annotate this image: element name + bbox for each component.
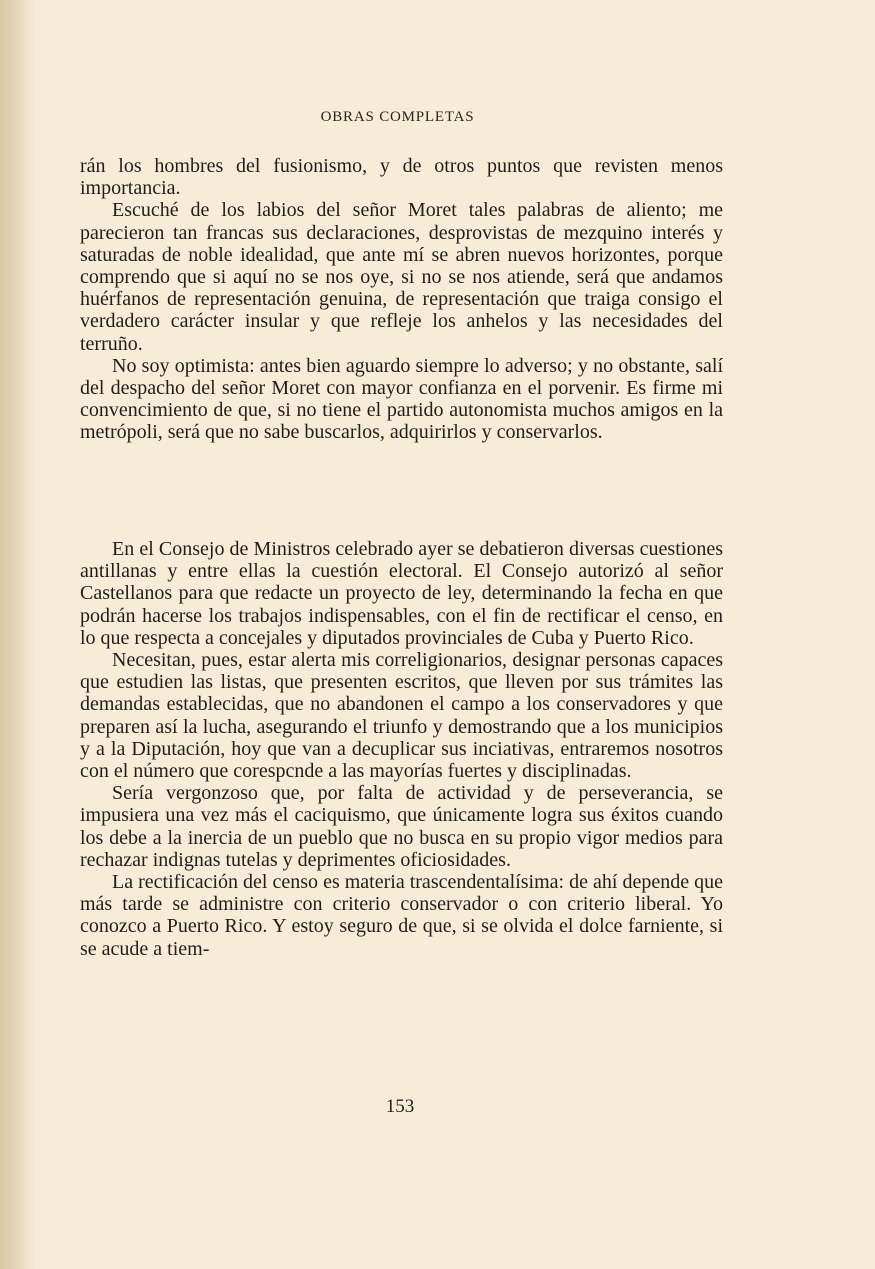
- running-header: OBRAS COMPLETAS: [320, 109, 475, 125]
- text-section-2: [80, 538, 723, 960]
- paragraph: En el Consejo de Ministros celebrado ayer se debatieron diversas cuestiones antillanas y entre ellas la cuestión electoral. El Consejo autorizó al señor Castellanos para que redacte un proyecto de ley, determinando la fecha en que podrán hacerse los trabajos indispensables, con el fin de rectificar el censo, en lo que respecta a concejales y diputados provinciales de Cuba y Puerto Rico.: [80, 538, 723, 649]
- paragraph: Escuché de los labios del señor Moret tales palabras de aliento; me parecieron tan francas sus declaraciones, desprovistas de mezquino interés y saturadas de noble idealidad, que ante mí se abren nuevos horizontes, porque comprendo que si aquí no se nos oye, si no se nos atiende, será que andamos huérfanos de representación genuina, de representación que traiga consigo el verdadero carácter insular y que refleje los anhelos y las necesidades del terruño.: [80, 199, 723, 355]
- paragraph: Sería vergonzoso que, por falta de actividad y de perseverancia, se impusiera una vez más el caciquismo, que únicamente logra sus éxitos cuando los debe a la inercia de un pueblo que no busca en su propio vigor medios para rechazar indignas tutelas y deprimentes oficiosidades.: [80, 782, 723, 871]
- page-number: 153: [385, 1096, 415, 1117]
- paragraph: La rectificación del censo es materia trascendentalísima: de ahí depende que más tarde se administre con criterio conservador o con criterio liberal. Yo conozco a Puerto Rico. Y estoy seguro de que, si se olvida el dolce farniente, si se acude a tiem-: [80, 871, 723, 960]
- paragraph: No soy optimista: antes bien aguardo siempre lo adverso; y no obstante, salí del despacho del señor Moret con mayor confianza en el porvenir. Es firme mi convencimiento de que, si no tiene el partido autonomista muchos amigos en la metrópoli, será que no sabe buscarlos, adquirirlos y conservarlos.: [80, 354, 723, 444]
- paragraph: Necesitan, pues, estar alerta mis correligionarios, designar personas capaces que estudien las listas, que presenten escritos, que lleven por sus trámites las demandas establecidas, que no abandonen el campo a los conservadores y que preparen así la lucha, asegurando el triunfo y demostrando que a los municipios y a la Diputación, hoy que van a decuplicar sus inciativas, entraremos nosotros con el número que corespcnde a las mayorías fuertes y disciplinadas.: [80, 649, 723, 783]
- paragraph: rán los hombres del fusionismo, y de otros puntos que revisten menos importancia.: [80, 155, 723, 200]
- text-section-1: [80, 155, 723, 444]
- page-spine-shadow: [0, 0, 36, 1269]
